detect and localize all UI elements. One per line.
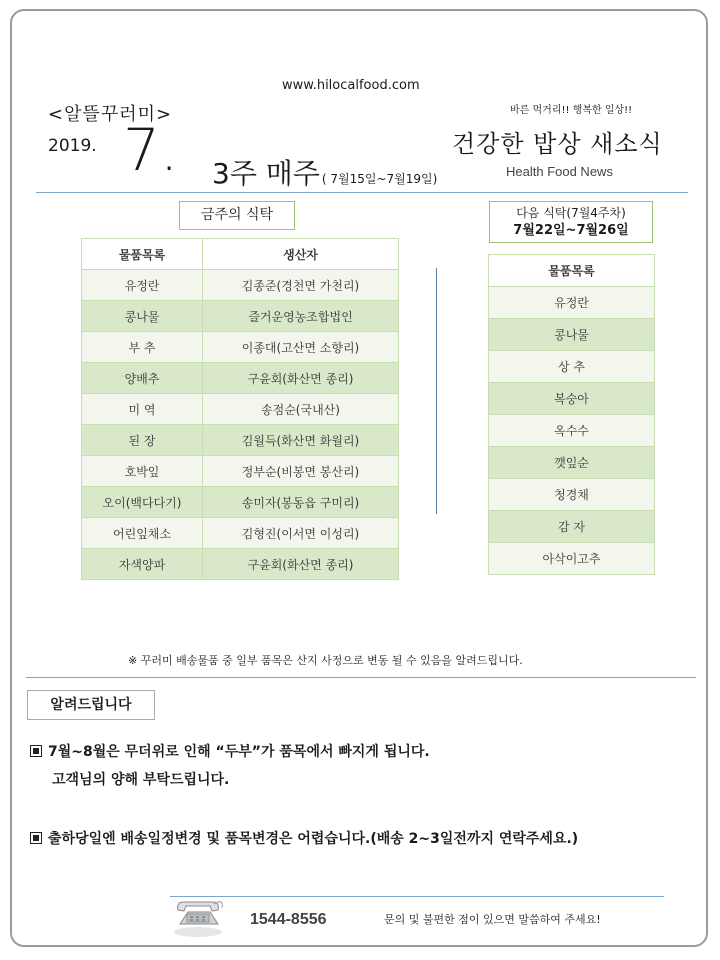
next-item-name: 옥수수 <box>489 415 655 447</box>
telephone-icon <box>170 894 226 938</box>
square-bullet-icon <box>30 832 42 844</box>
producer-name: 구윤회(화산면 종리) <box>203 549 399 580</box>
square-bullet-icon <box>30 745 42 757</box>
issue-week <box>212 152 437 192</box>
middle-divider <box>26 677 696 678</box>
producer-name: 정부순(비봉면 봉산리) <box>203 456 399 487</box>
this-week-table <box>81 238 399 580</box>
announcement-item-2 <box>30 828 578 848</box>
next-week-label <box>489 201 653 243</box>
item-name: 미 역 <box>82 394 203 425</box>
column-header-next-items: 물품목록 <box>489 255 655 287</box>
next-item-name: 아삭이고추 <box>489 543 655 575</box>
next-week-title: 다음 식탁(7월4주차) <box>516 206 626 220</box>
table-row <box>82 518 399 549</box>
next-item-name: 콩나물 <box>489 319 655 351</box>
slogan: 바른 먹거리!! 행복한 일상!! <box>510 105 633 116</box>
announcement-text-2: 출하당일엔 배송일정변경 및 품목변경은 어렵습니다.(배송 2~3일전까지 연락주세요.) <box>48 831 579 847</box>
column-header-items: 물품목록 <box>82 239 203 270</box>
producer-name: 이종대(고산면 소향리) <box>203 332 399 363</box>
substitution-notice: ※ 꾸러미 배송물품 중 일부 품목은 산지 사정으로 변동 될 수 있음을 알려드립니다. <box>128 654 523 667</box>
next-item-name: 청경채 <box>489 479 655 511</box>
table-row <box>82 301 399 332</box>
table-row <box>82 363 399 394</box>
producer-name: 구윤회(화산면 종리) <box>203 363 399 394</box>
table-row <box>489 447 655 479</box>
table-row <box>489 511 655 543</box>
item-name: 유정란 <box>82 270 203 301</box>
item-name: 부 추 <box>82 332 203 363</box>
phone-number[interactable]: 1544-8556 <box>250 911 327 928</box>
table-row <box>82 425 399 456</box>
item-name: 양배추 <box>82 363 203 394</box>
table-row <box>82 487 399 518</box>
item-name: 호박잎 <box>82 456 203 487</box>
next-item-name: 깻잎순 <box>489 447 655 479</box>
issue-month: 7. <box>123 116 179 184</box>
announcement-label: 알려드립니다 <box>27 690 155 720</box>
table-row <box>489 543 655 575</box>
headline: 건강한 밥상 새소식 <box>452 130 663 158</box>
producer-name: 김월득(화산면 화월리) <box>203 425 399 456</box>
announcement-item-1 <box>30 741 430 761</box>
top-divider <box>36 192 688 193</box>
announcement-item-1-cont: 고객님의 양해 부탁드립니다. <box>52 772 230 788</box>
producer-name: 김종준(경천면 가천리) <box>203 270 399 301</box>
table-row <box>489 319 655 351</box>
next-item-name: 복숭아 <box>489 383 655 415</box>
table-row <box>82 394 399 425</box>
table-row <box>82 549 399 580</box>
item-name: 된 장 <box>82 425 203 456</box>
table-row <box>82 456 399 487</box>
table-row <box>489 415 655 447</box>
this-week-label: 금주의 식탁 <box>179 201 295 230</box>
column-divider <box>436 268 437 514</box>
table-row <box>82 332 399 363</box>
bottom-divider <box>170 896 664 897</box>
producer-name: 송미자(봉동읍 구미리) <box>203 487 399 518</box>
next-week-range: 7월22일~7월26일 <box>513 223 629 238</box>
next-item-name: 유정란 <box>489 287 655 319</box>
week-range: ( 7월15일~7월19일) <box>321 172 438 186</box>
producer-name: 김형진(이서면 이성리) <box>203 518 399 549</box>
subheadline: Health Food News <box>506 164 613 179</box>
next-item-name: 상 추 <box>489 351 655 383</box>
announcement-text-1: 7월~8월은 무더위로 인해 “두부”가 품목에서 빠지게 됩니다. <box>48 744 430 760</box>
column-header-producer: 생산자 <box>203 239 399 270</box>
website-url: www.hilocalfood.com <box>282 78 420 93</box>
producer-name: 즐거운영농조합법인 <box>203 301 399 332</box>
table-row <box>489 479 655 511</box>
table-row <box>489 383 655 415</box>
producer-name: 송점순(국내산) <box>203 394 399 425</box>
item-name: 오이(백다다기) <box>82 487 203 518</box>
table-row <box>489 351 655 383</box>
issue-year: 2019. <box>48 136 97 156</box>
item-name: 자색양파 <box>82 549 203 580</box>
table-row <box>82 270 399 301</box>
table-row <box>489 287 655 319</box>
next-week-table <box>488 254 655 575</box>
week-title: 3주 매주 <box>212 157 320 190</box>
item-name: 어린잎채소 <box>82 518 203 549</box>
next-item-name: 감 자 <box>489 511 655 543</box>
brand-name: <알뜰꾸러미> <box>48 104 173 125</box>
contact-message: 문의 및 불편한 점이 있으면 말씀하여 주세요! <box>384 913 601 926</box>
item-name: 콩나물 <box>82 301 203 332</box>
